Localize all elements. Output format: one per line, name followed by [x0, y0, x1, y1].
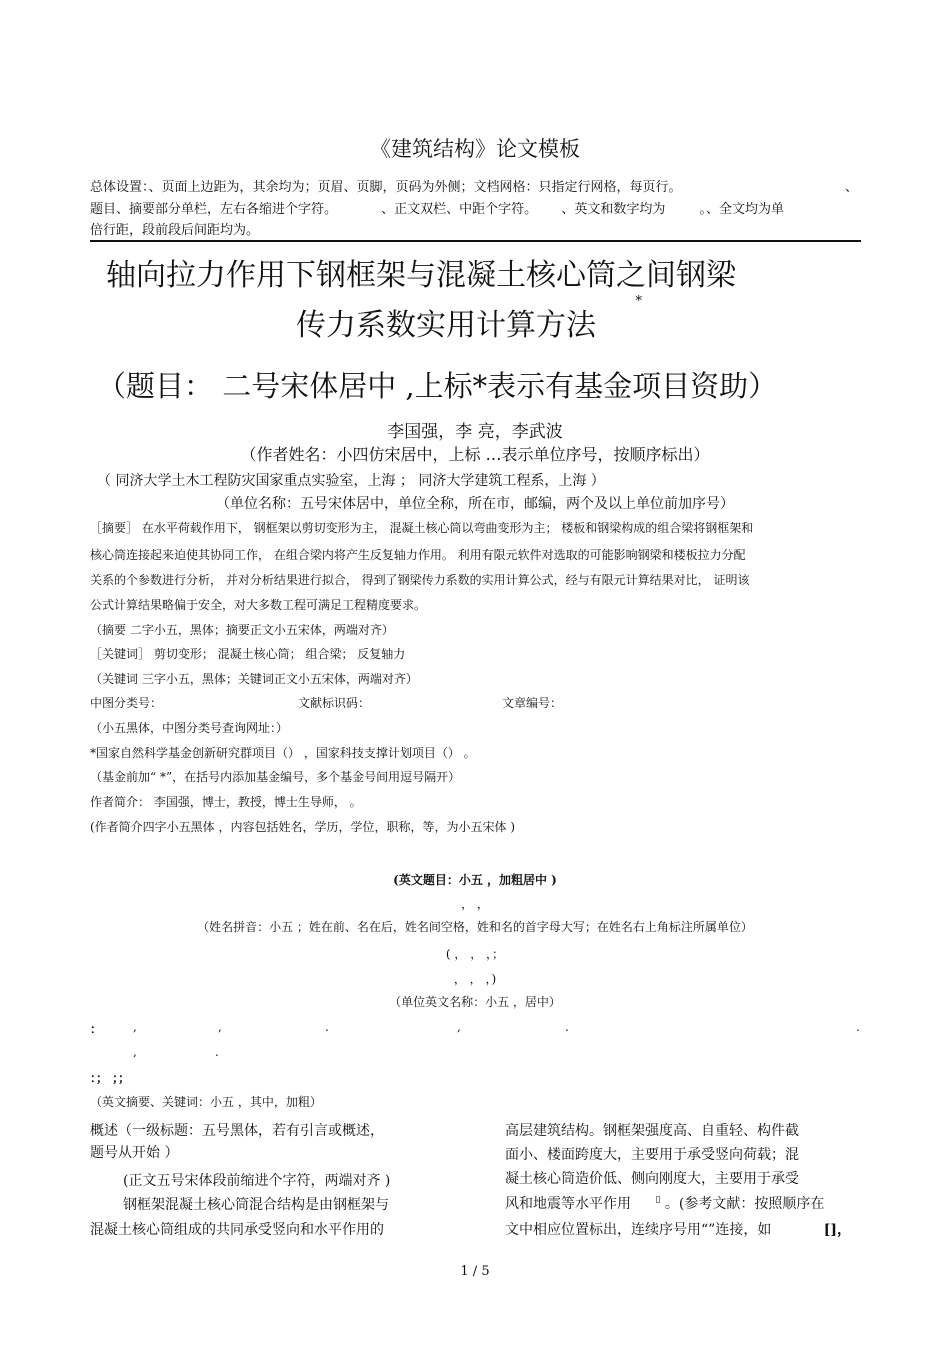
english-abstract-colon: ：: [90, 1022, 103, 1036]
english-affil-note: （单位英文名称：小五 ，居中）: [389, 995, 561, 1009]
english-keywords-line: ：； ；；: [90, 1071, 131, 1085]
settings-line-2b: 、正文双栏、中距个字符。: [381, 202, 538, 217]
settings-line-2c: 、英文和数字均为: [561, 202, 666, 217]
fund-line: *国家自然科学基金创新研究群项目（） ，国家科技支撑计划项目（） 。: [90, 746, 476, 760]
body-right-line-1: 高层建筑结构。钢框架强度高、自重轻、构件截: [505, 1123, 799, 1139]
settings-line-2: [90, 198, 784, 217]
english-abstract-mark: .: [325, 1020, 329, 1034]
affiliation: （ 同济大学土木工程防灾国家重点实验室，上海 ； 同济大学建筑工程系，上海 ）: [97, 473, 605, 489]
settings-line-2d: 。、全文均为单: [699, 202, 784, 217]
author-bio: 作者简介： 李国强，博士，教授，博士生导师， 。: [90, 795, 362, 809]
settings-line-1: 总体设置：、页面上边距为，其余均为；页眉、页脚，页码为外侧；文档网格：只指定行网格，每页行。: [90, 180, 682, 195]
english-title-note: (英文题目：小五 ，加粗居中 ): [393, 873, 557, 887]
doc-code-label: 文献标识码：: [298, 696, 371, 710]
citation-mark: ▯: [655, 1195, 661, 1206]
english-abstract-mark: ,: [133, 1020, 137, 1034]
article-no-label: 文章编号：: [502, 696, 563, 710]
paper-title-line-2: [296, 294, 643, 344]
body-para-line-1: 钢框架混凝土核心筒混合结构是由钢框架与: [123, 1197, 389, 1213]
abstract-line-4: 公式计算结果略偏于安全，对大多数工程可满足工程精度要求。: [90, 598, 427, 612]
body-para-line-2: 混凝土核心筒组成的共同承受竖向和水平作用的: [90, 1222, 384, 1238]
paper-title-line-1: 轴向拉力作用下钢框架与混凝土核心筒之间钢梁: [106, 258, 736, 293]
classification-note: （小五黑体，中图分类号查询网址：）: [90, 721, 289, 735]
paper-title-line-2-text: 传力系数实用计算方法: [296, 308, 596, 343]
body-format-note: (正文五号宋体段前缩进个字符，两端对齐 ): [123, 1173, 391, 1189]
template-title: 《建筑结构》论文模板: [370, 137, 580, 161]
english-abstract-mark: .: [856, 1020, 860, 1034]
english-affil-line-1: ( ， ， ，；: [445, 947, 505, 961]
english-abstract-note: （英文摘要、关键词：小五 ，其中，加粗）: [90, 1095, 322, 1109]
keywords: ［关键词］ 剪切变形； 混凝土核心筒； 组合梁； 反复轴力: [90, 647, 406, 661]
abstract-line-2: 核心筒连接起来迫使其协同工作， 在组合梁内将产生反复轴力作用。 利用有限元软件对选取的可能影响钢梁和楼板拉力分配: [90, 548, 746, 562]
paper-title-note: （题目： 二号宋体居中 ,上标*表示有基金项目资助）: [97, 369, 778, 403]
body-right-line-4b: 。(参考文献：按照顺序在: [664, 1196, 825, 1212]
affiliation-note: （单位名称：五号宋体居中，单位全称，所在市，邮编，两个及以上单位前加序号）: [216, 496, 734, 512]
body-right-line-5: [505, 1219, 851, 1239]
english-abstract-mark: ,: [457, 1020, 461, 1034]
fund-note: （基金前加“ *”，在括号内添加基金编号，多个基金号间用逗号隔开）: [90, 770, 461, 784]
body-right-line-4a: 风和地震等水平作用: [505, 1196, 631, 1212]
abstract-line-1: ［摘要］ 在水平荷载作用下， 钢框架以剪切变形为主， 混凝土核心筒以弯曲变形为主； 楼板和钢梁构成的组合梁将钢框架和: [90, 521, 754, 535]
section-heading-line-2: 题号从开始 ）: [90, 1145, 179, 1161]
english-abstract-mark: .: [565, 1020, 569, 1034]
author-bio-note: (作者简介四字小五黑体 ，内容包括姓名，学历，学位，职称，等，为小五宋体 ): [90, 820, 515, 834]
english-abstract-mark: .: [215, 1045, 219, 1059]
body-right-line-4: [505, 1193, 824, 1213]
english-abstract-mark: ,: [218, 1020, 222, 1034]
settings-line-3: 倍行距，段前段后间距均为。: [90, 223, 260, 238]
abstract-note: （摘要 二字小五，黑体；摘要正文小五宋体，两端对齐）: [90, 623, 394, 637]
body-right-line-5a: 文中相应位置标出，连续序号用“”连接，如: [505, 1222, 772, 1238]
english-abstract-mark: ,: [133, 1045, 137, 1059]
authors: 李国强，李 亮，李武波: [387, 422, 563, 442]
abstract-line-3: 关系的个参数进行分析， 并对分析结果进行拟合， 得到了钢梁传力系数的实用计算公式，经与有限元计算结果对比， 证明该: [90, 573, 750, 587]
settings-line-2a: 题目、摘要部分单栏，左右各缩进个字符。: [90, 202, 338, 217]
header-rule: [90, 240, 861, 242]
page-number: 1 / 5: [460, 1264, 490, 1279]
clc-label: 中图分类号：: [90, 696, 163, 710]
paper-title-star: *: [635, 294, 643, 309]
section-heading-line-1: 概述（一级标题：五号黑体，若有引言或概述，: [90, 1123, 384, 1139]
keywords-note: （关键词 三字小五，黑体；关键词正文小五宋体，两端对齐）: [90, 672, 418, 686]
english-affil-line-2: ， ， ，): [453, 972, 497, 986]
authors-note: （作者姓名：小四仿宋居中，上标 …表示单位序号，按顺序标出）: [240, 445, 710, 464]
settings-line-1-tail: 、: [845, 180, 859, 195]
english-authors-placeholder: ， ，: [461, 897, 489, 911]
body-right-line-5b: []，: [823, 1222, 852, 1238]
body-right-line-2: 面小、楼面跨度大，主要用于承受竖向荷载；混: [505, 1147, 799, 1163]
english-authors-note: （姓名拼音：小五 ；姓在前、名在后，姓名间空格，姓和名的首字母大写；在姓名右上角标注所属单位）: [197, 920, 753, 934]
body-right-line-3: 凝土核心筒造价低、侧向刚度大，主要用于承受: [505, 1171, 799, 1187]
